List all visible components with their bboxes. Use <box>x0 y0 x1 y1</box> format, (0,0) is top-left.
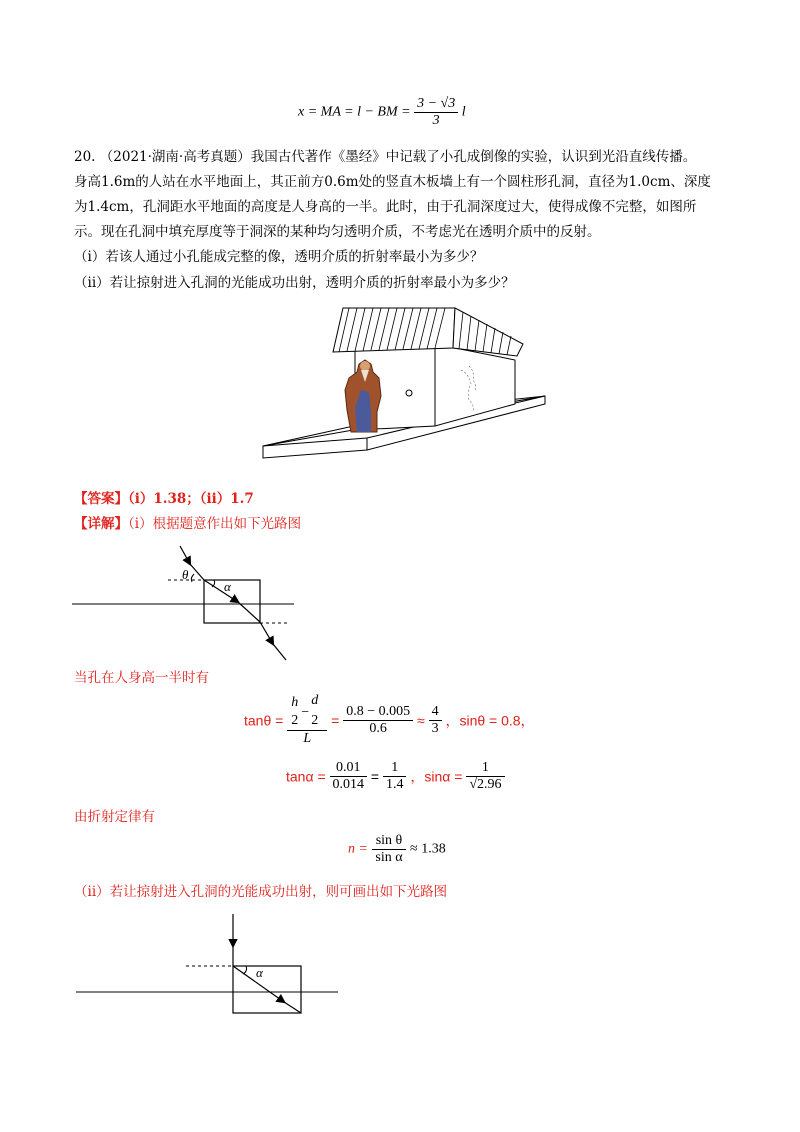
half-height-line: 当孔在人身高一半时有 <box>74 670 209 686</box>
tan-alpha-fraction-2: $\frac{1}{1.4}$ <box>383 760 407 793</box>
sin-theta-value: ，sinθ = 0.8， <box>445 712 535 729</box>
answer-line <box>74 487 254 511</box>
question-1: （i）若该人通过小孔能成完整的像，透明介质的折射率最小为多少？ <box>74 249 484 265</box>
detail-tag: 【详解】 <box>74 516 128 532</box>
n-fraction: $\frac{\text{sin θ}}{\text{sin α}}$ <box>372 833 405 866</box>
problem-line-4: 示。现在孔洞中填充厚度等于洞深的某种均匀透明介质，不考虑光在透明介质中的反射。 <box>74 224 601 240</box>
alpha-label-2: α <box>256 965 263 980</box>
problem-line-1 <box>74 145 696 169</box>
n-equation: n = $\frac{\text{sin θ}}{\text{sin α}}$ ≈ 1.38 <box>348 833 446 865</box>
tan-alpha-fraction-1: $\frac{0.01}{0.014}$ <box>330 760 368 793</box>
alpha-label-1: α <box>224 579 231 594</box>
top-formula-lhs: x = MA = l − BM = <box>298 104 411 120</box>
tan-theta-fraction-3: $\frac{4}{3}$ <box>429 704 442 737</box>
light-path-diagram-2 <box>72 910 342 1020</box>
top-formula-tail: l <box>461 104 466 120</box>
sin-alpha-fraction: $\frac{1}{√2.96}$ <box>466 760 504 793</box>
problem-line1-text: 我国古代著作《墨经》中记载了小孔成倒像的实验，认识到光沿直线传播。 <box>250 149 697 165</box>
top-formula-fraction: $\frac{3 - √3}{3}$ <box>414 96 458 129</box>
part-2-line: （ii）若让掠射进入孔洞的光能成功出射，则可画出如下光路图 <box>74 884 448 900</box>
pinhole-house-illustration <box>255 300 555 480</box>
problem-line-2: 身高1.6m的人站在水平地面上，其正前方0.6m处的竖直木板墙上有一个圆柱形孔洞，直径为1.0cm、深度 <box>74 174 711 190</box>
tan-theta-fraction-2: $\frac{0.8 - 0.005}{0.6}$ <box>343 704 413 737</box>
light-path-diagram-1 <box>68 540 308 665</box>
question-2: （ii）若让掠射进入孔洞的光能成功出射，透明介质的折射率最小为多少？ <box>74 275 515 291</box>
tan-alpha-equation: tanα = $\frac{0.01}{0.014}$ = $\frac{1}{1.4}$ ，sinα = $\frac{1}{√2.96}$ <box>286 760 505 793</box>
answer-text: （i）1.38；（ii）1.7 <box>128 491 254 507</box>
detail-line <box>74 512 301 536</box>
refraction-law-line: 由折射定律有 <box>74 809 155 825</box>
detail-text: （i）根据题意作出如下光路图 <box>128 516 302 532</box>
top-formula <box>298 96 466 129</box>
tan-theta-fraction-1: h d 2 − 2 L <box>287 694 327 747</box>
problem-source: （2021·湖南·高考真题） <box>99 149 251 165</box>
problem-number: 20. <box>74 149 96 165</box>
tan-theta-equation: tanθ = h d 2 − 2 L = $\frac{0.8 - 0.005}{0.6}$ ≈ $\frac{4}{3}$ ，sinθ = 0.8， <box>244 693 535 746</box>
tan-theta-lhs: tanθ = <box>244 712 284 729</box>
answer-tag: 【答案】 <box>74 491 128 507</box>
problem-line-3: 为1.4cm，孔洞距水平地面的高度是人身高的一半。此时，由于孔洞深度过大，使得成像不完整，如图所 <box>74 199 697 215</box>
theta-label: θ <box>182 567 189 582</box>
